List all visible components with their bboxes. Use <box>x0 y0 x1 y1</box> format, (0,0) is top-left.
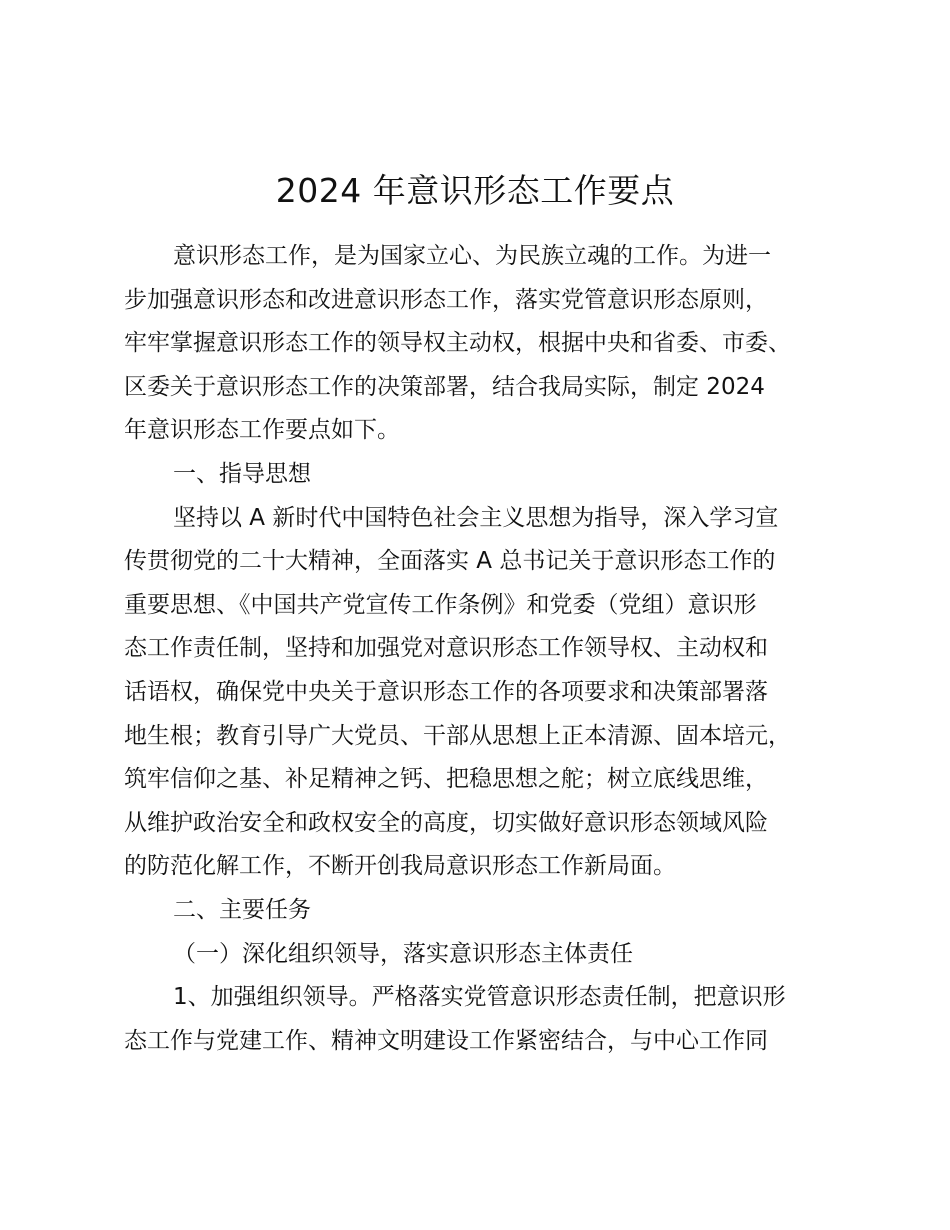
text-line: 区委关于意识形态工作的决策部署，结合我局实际，制定 2024 <box>124 373 765 400</box>
text-line: 年意识形态工作要点如下。 <box>124 417 400 444</box>
text-line: 地生根；教育引导广大党员、干部从思想上正本清源、固本培元， <box>124 722 791 749</box>
text-line: 的防范化解工作，不断开创我局意识形态工作新局面。 <box>124 853 676 880</box>
text-line: 重要思想、《中国共产党宣传工作条例》和党委（党组）意识形 <box>124 591 757 618</box>
text-line: 意识形态工作，是为国家立心、为民族立魂的工作。为进一 <box>173 243 771 269</box>
text-line: 从维护政治安全和政权安全的高度，切实做好意识形态领域风险 <box>124 809 768 836</box>
text-line: 传贯彻党的二十大精神，全面落实 A 总书记关于意识形态工作的 <box>124 548 776 575</box>
document-body <box>124 235 854 1063</box>
text-line: 坚持以 A 新时代中国特色社会主义思想为指导，深入学习宣 <box>173 504 779 531</box>
text-line: 态工作责任制，坚持和加强党对意识形态工作领导权、主动权和 <box>124 635 768 662</box>
text-line: 牢牢掌握意识形态工作的领导权主动权，根据中央和省委、市委、 <box>124 330 791 357</box>
text-line: 步加强意识形态和改进意识形态工作，落实党管意识形态原则， <box>124 286 768 313</box>
text-line: 话语权，确保党中央关于意识形态工作的各项要求和决策部署落 <box>124 678 768 705</box>
subsection-heading: （一）深化组织领导，落实意识形态主体责任 <box>173 940 633 967</box>
document-title: 2024 年意识形态工作要点 <box>275 171 675 210</box>
section-heading: 二、主要任务 <box>173 896 311 923</box>
text-line: 态工作与党建工作、精神文明建设工作紧密结合，与中心工作同 <box>124 1027 768 1054</box>
text-line: 筑牢信仰之基、补足精神之钙、把稳思想之舵；树立底线思维， <box>124 766 768 793</box>
section-heading: 一、指导思想 <box>173 460 311 487</box>
text-line: 1、加强组织领导。严格落实党管意识形态责任制，把意识形 <box>173 984 786 1011</box>
